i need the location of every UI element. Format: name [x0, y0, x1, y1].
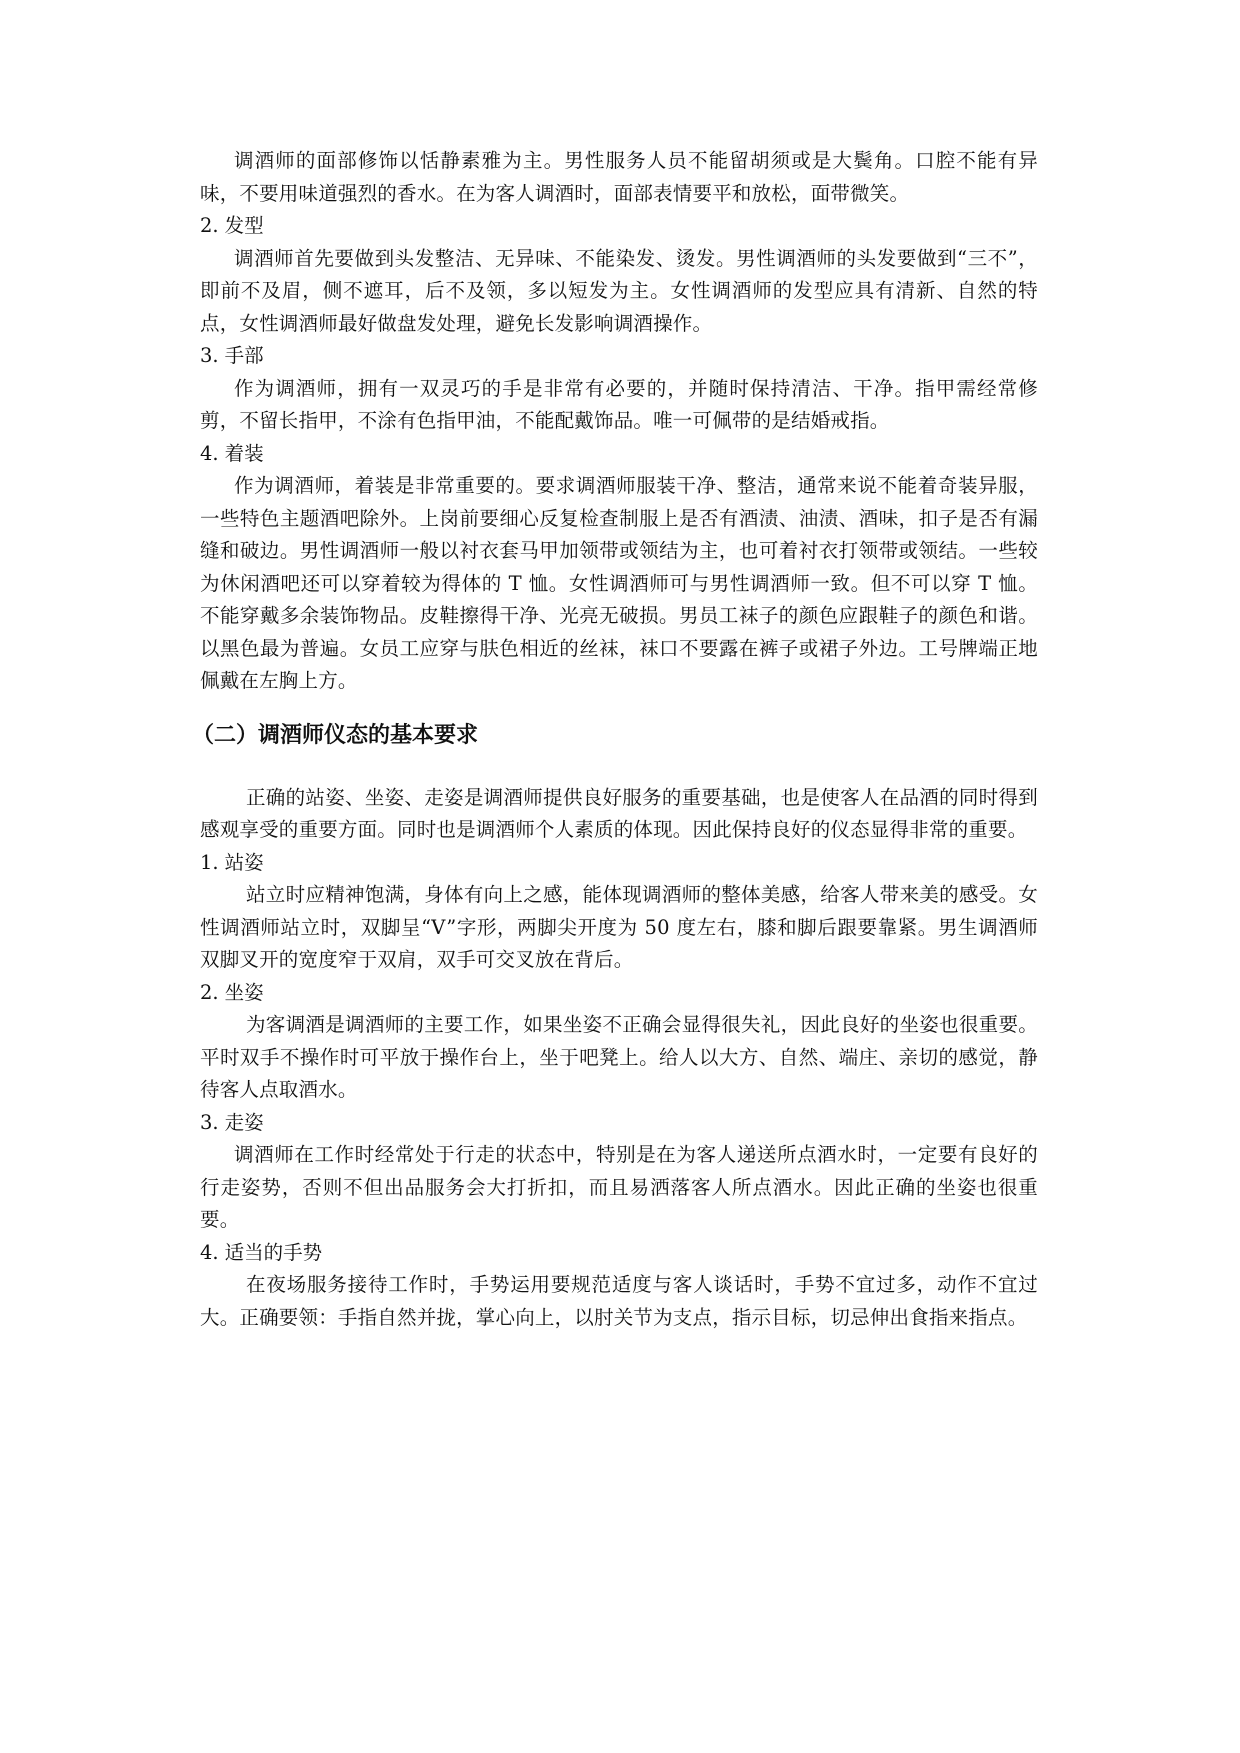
item-heading — [200, 340, 1038, 373]
item-heading — [200, 438, 1038, 471]
item-body: 为客调酒是调酒师的主要工作，如果坐姿不正确会显得很失礼，因此良好的坐姿也很重要。平时双手不操作时可平放于操作台上，坐于吧凳上。给人以大方、自然、端庄、亲切的感觉，静待客人点取酒水。 — [200, 1013, 1038, 1101]
item-title: 手部 — [224, 344, 264, 367]
item-number: 2. — [200, 214, 219, 237]
item-hands — [200, 340, 1038, 438]
item-body: 调酒师首先要做到头发整洁、无异味、不能染发、烫发。男性调酒师的头发要做到“三不”，即前不及眉，侧不遮耳，后不及领，多以短发为主。女性调酒师的发型应具有清新、自然的特点，女性调酒师最好做盘发处理，避免长发影响调酒操作。 — [200, 246, 1038, 335]
item-title: 适当的手势 — [224, 1240, 323, 1264]
item-walking — [200, 1107, 1038, 1237]
item-body: 站立时应精神饱满，身体有向上之感，能体现调酒师的整体美感，给客人带来美的感受。女性调酒师站立时，双脚呈“V”字形，两脚尖开度为 50 度左右，膝和脚后跟要靠紧。男生调酒师双脚叉开的宽度窄于双肩，双手可交叉放在背后。 — [200, 883, 1038, 971]
document-page — [192, 145, 1038, 1334]
item-sitting — [200, 977, 1038, 1107]
section-title: （二）调酒师仪态的基本要求 — [192, 722, 479, 748]
item-number: 4. — [200, 441, 219, 465]
item-heading — [200, 1237, 1038, 1270]
item-heading — [200, 1107, 1038, 1140]
item-hair — [200, 210, 1038, 340]
item-body: 在夜场服务接待工作时，手势运用要规范适度与客人谈话时，手势不宜过多，动作不宜过大。正确要领：手指自然并拢，掌心向上，以肘关节为支点，指示目标，切忌伸出食指来指点。 — [200, 1273, 1038, 1329]
item-standing — [200, 847, 1038, 977]
item-heading — [200, 847, 1038, 880]
item-number: 2. — [200, 980, 219, 1004]
item-heading — [200, 977, 1038, 1010]
section-intro-paragraph: 正确的站姿、坐姿、走姿是调酒师提供良好服务的重要基础，也是使客人在品酒的同时得到感观享受的重要方面。同时也是调酒师个人素质的体现。因此保持良好的仪态显得非常的重要。 — [200, 785, 1038, 841]
item-gestures — [200, 1237, 1038, 1335]
intro-paragraph: 调酒师的面部修饰以恬静素雅为主。男性服务人员不能留胡须或是大鬓角。口腔不能有异味，不要用味道强烈的香水。在为客人调酒时，面部表情要平和放松，面带微笑。 — [200, 149, 1038, 205]
item-attire — [200, 438, 1038, 698]
item-number: 4. — [200, 1240, 219, 1264]
item-body: 作为调酒师，拥有一双灵巧的手是非常有必要的，并随时保持清洁、干净。指甲需经常修剪，不留长指甲，不涂有色指甲油，不能配戴饰品。唯一可佩带的是结婚戒指。 — [200, 376, 1038, 432]
item-title: 坐姿 — [224, 980, 264, 1004]
item-number: 3. — [200, 344, 219, 367]
item-body: 作为调酒师，着装是非常重要的。要求调酒师服装干净、整洁，通常来说不能着奇装异服，一些特色主题酒吧除外。上岗前要细心反复检查制服上是否有酒渍、油渍、酒味，扣子是否有漏缝和破边。男性调酒师一般以衬衣套马甲加领带或领结为主，也可着衬衣打领带或领结。一些较为休闲酒吧还可以穿着较为得体的 T 恤。女性调酒师可与男性调酒师一致。但不可以穿 T 恤。不能穿戴多余装饰物品。皮鞋擦得干净、光亮无破损。男员工袜子的颜色应跟鞋子的颜色和谐。以黑色最为普遍。女员工应穿与肤色相近的丝袜，袜口不要露在裤子或裙子外边。工号牌端正地佩戴在左胸上方。 — [200, 474, 1038, 692]
item-heading — [200, 210, 1038, 243]
item-title: 站姿 — [224, 850, 264, 874]
item-number: 1. — [200, 850, 219, 874]
item-number: 3. — [200, 1110, 219, 1134]
item-title: 发型 — [224, 214, 264, 237]
item-title: 着装 — [224, 441, 264, 465]
item-body: 调酒师在工作时经常处于行走的状态中，特别是在为客人递送所点酒水时，一定要有良好的行走姿势，否则不但出品服务会大打折扣，而且易洒落客人所点酒水。因此正确的坐姿也很重要。 — [200, 1143, 1038, 1231]
item-title: 走姿 — [224, 1110, 264, 1134]
